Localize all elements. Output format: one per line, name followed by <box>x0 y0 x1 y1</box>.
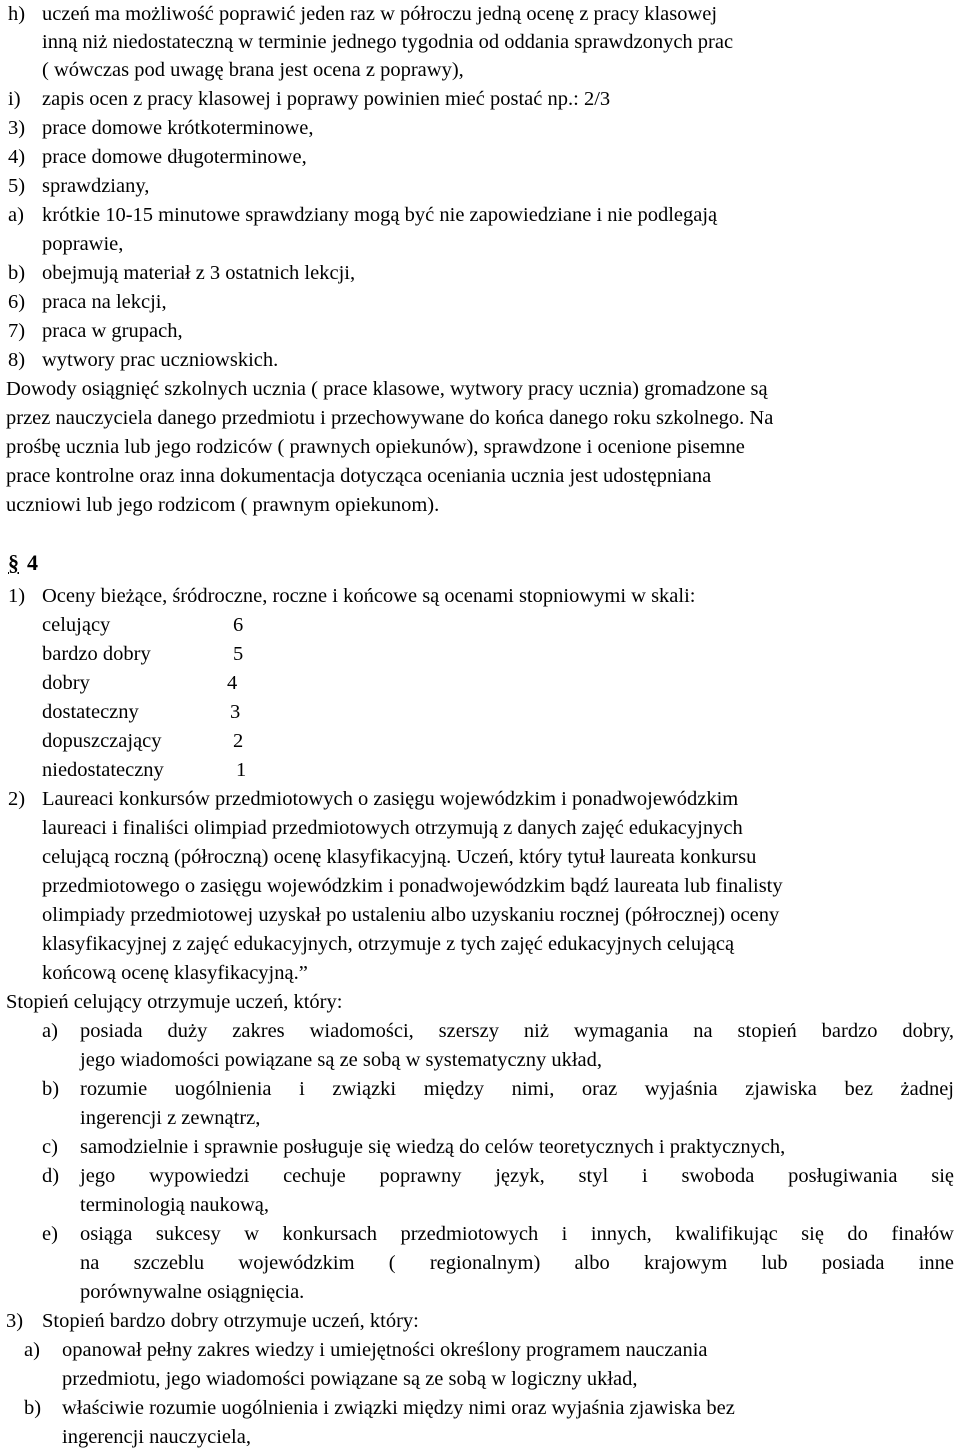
grade-value: 1 <box>236 759 247 781</box>
item-label: b) <box>8 262 26 284</box>
item-text-line: przedmiotu, jego wiadomości powiązane są ze sobą w logiczny układ, <box>62 1368 638 1390</box>
grade-name: bardzo dobry <box>42 643 151 665</box>
item-label: 6) <box>8 291 26 313</box>
item-text-line: obejmują materiał z 3 ostatnich lekcji, <box>42 262 356 284</box>
paragraph-line: uczniowi lub jego rodzicom ( prawnym opiekunom). <box>6 494 440 516</box>
item-text-line: poprawie, <box>42 233 124 255</box>
item-text-line: ingerencji z zewnątrz, <box>80 1107 261 1129</box>
grade-name: celujący <box>42 614 111 636</box>
item-text-line: uczeń ma możliwość poprawić jeden raz w półroczu jedną ocenę z pracy klasowej <box>42 3 718 25</box>
item-text-line: laureaci i finaliści olimpiad przedmiotowych otrzymują z danych zajęć edukacyjnych <box>42 817 743 839</box>
item-text-line: wytwory prac uczniowskich. <box>42 349 279 371</box>
item-text-line: samodzielnie i sprawnie posługuje się wiedzą do celów teoretycznych i praktycznych, <box>80 1136 786 1158</box>
item-text-line: zapis ocen z pracy klasowej i poprawy powinien mieć postać np.: 2/3 <box>42 88 611 110</box>
item-text-line: sprawdziany, <box>42 175 150 197</box>
grade-name: niedostateczny <box>42 759 164 781</box>
item-label: 5) <box>8 175 26 197</box>
item-label: a) <box>42 1020 58 1042</box>
grade-name: dostateczny <box>42 701 139 723</box>
item-text-line: porównywalne osiągnięcia. <box>80 1281 305 1303</box>
grade-name: dopuszczający <box>42 730 162 752</box>
item-text-line: osiąga sukcesy w konkursach przedmiotowych i innych, kwalifikując się do finałów <box>80 1223 954 1245</box>
section-heading <box>8 548 38 577</box>
grade-value: 4 <box>227 672 238 694</box>
item-label: b) <box>42 1078 60 1100</box>
paragraph-line: Dowody osiągnięć szkolnych ucznia ( prace klasowe, wytwory pracy ucznia) gromadzone są <box>6 378 768 400</box>
paragraph-line: prośbę ucznia lub jego rodziców ( prawnych opiekunów), sprawdzone i ocenione pisemne <box>6 436 745 458</box>
item-text-line: ingerencji nauczyciela, <box>62 1426 251 1448</box>
item-label: i) <box>8 88 21 110</box>
item-label: 2) <box>8 788 26 810</box>
item-text-line: rozumie uogólnienia i związki między nimi, oraz wyjaśnia zjawiska bez żadnej <box>80 1078 954 1100</box>
item-text-line: inną niż niedostateczną w terminie jednego tygodnia od oddania sprawdzonych prac <box>42 31 734 53</box>
item-label: 8) <box>8 349 26 371</box>
item-text-line: na szczeblu wojewódzkim ( regionalnym) albo krajowym lub posiada inne <box>80 1252 954 1274</box>
item-label: 1) <box>8 585 26 607</box>
item-label: h) <box>8 3 26 25</box>
item-label: a) <box>8 204 24 226</box>
item-label: d) <box>42 1165 60 1187</box>
item-label: c) <box>42 1136 58 1158</box>
grade-value: 6 <box>233 614 244 636</box>
item-label: 7) <box>8 320 26 342</box>
item-text-line: celującą roczną (półroczną) ocenę klasyfikacyjną. Uczeń, który tytuł laureata konkursu <box>42 846 757 868</box>
item-text-line: terminologią naukową, <box>80 1194 270 1216</box>
item-text-line: właściwie rozumie uogólnienia i związki między nimi oraz wyjaśnia zjawiska bez <box>62 1397 735 1419</box>
item-text-line: opanował pełny zakres wiedzy i umiejętności określony programem nauczania <box>62 1339 708 1361</box>
item-text-line: olimpiady przedmiotowej uzyskał po ustaleniu albo uzyskaniu rocznej (półrocznej) oceny <box>42 904 780 926</box>
item-text-line: Laureaci konkursów przedmiotowych o zasięgu wojewódzkim i ponadwojewódzkim <box>42 788 739 810</box>
item-text-line: jego wypowiedzi cechuje poprawny język, styl i swoboda posługiwania się <box>80 1165 954 1187</box>
item-text-line: końcową ocenę klasyfikacyjną.” <box>42 962 308 984</box>
grade-value: 5 <box>233 643 244 665</box>
grade-value: 2 <box>233 730 244 752</box>
item-text-line: praca w grupach, <box>42 320 183 342</box>
section-sign: § <box>8 550 19 575</box>
item-label: e) <box>42 1223 58 1245</box>
item-label: 4) <box>8 146 26 168</box>
section-number: 4 <box>27 550 38 575</box>
item-text-line: Oceny bieżące, śródroczne, roczne i końcowe są ocenami stopniowymi w skali: <box>42 585 696 607</box>
item-label: a) <box>24 1339 40 1361</box>
item-text-line: ( wówczas pod uwagę brana jest ocena z poprawy), <box>42 59 464 81</box>
item-label: 3) <box>6 1310 24 1332</box>
item-text-line: Stopień bardzo dobry otrzymuje uczeń, który: <box>42 1310 419 1332</box>
item-label: b) <box>24 1397 42 1419</box>
grade-name: dobry <box>42 672 90 694</box>
item-text-line: posiada duży zakres wiadomości, szerszy niż wymagania na stopień bardzo dobry, <box>80 1020 954 1042</box>
heading-text: Stopień celujący otrzymuje uczeń, który: <box>6 991 343 1013</box>
item-text-line: prace domowe krótkoterminowe, <box>42 117 314 139</box>
paragraph-line: przez nauczyciela danego przedmiotu i przechowywane do końca danego roku szkolnego. Na <box>6 407 774 429</box>
item-label: 3) <box>8 117 26 139</box>
item-text-line: krótkie 10-15 minutowe sprawdziany mogą być nie zapowiedziane i nie podlegają <box>42 204 718 226</box>
grade-value: 3 <box>230 701 241 723</box>
item-text-line: jego wiadomości powiązane są ze sobą w systematyczny układ, <box>80 1049 603 1071</box>
item-text-line: praca na lekcji, <box>42 291 167 313</box>
item-text-line: przedmiotowego o zasięgu wojewódzkim i ponadwojewódzkim bądź laureata lub finalisty <box>42 875 783 897</box>
item-text-line: klasyfikacyjnej z zajęć edukacyjnych, otrzymuje z tych zajęć edukacyjnych celującą <box>42 933 735 955</box>
paragraph-line: prace kontrolne oraz inna dokumentacja dotycząca oceniania ucznia jest udostępniana <box>6 465 712 487</box>
item-text-line: prace domowe długoterminowe, <box>42 146 307 168</box>
